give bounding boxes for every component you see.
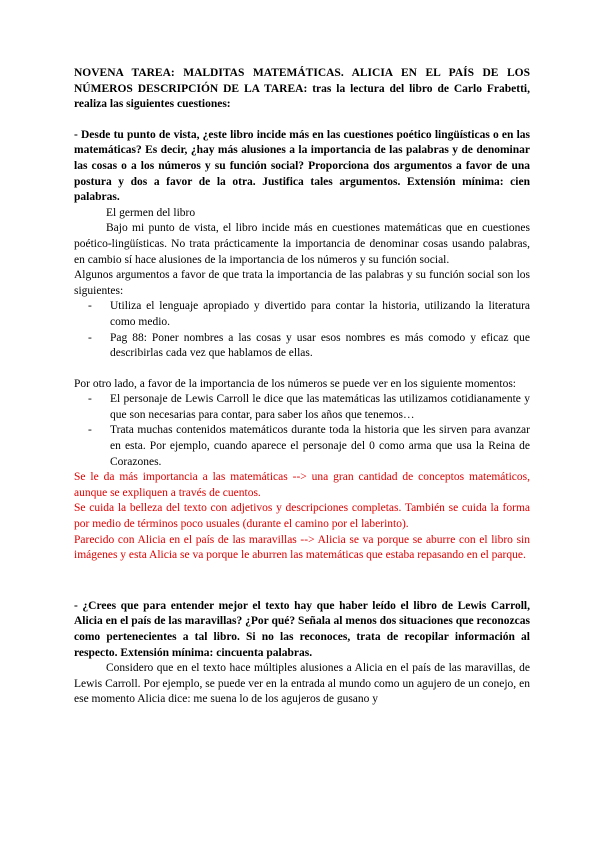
dash-bullet: - bbox=[88, 424, 92, 437]
teacher-comment-1: Se le da más importancia a las matemáticas --> una gran cantidad de conceptos matemáticos, aunque se expliquen a través de cuentos. bbox=[74, 471, 530, 499]
paragraph-2: Algunos argumentos a favor de que trata la importancia de las palabras y su función social son los siguientes: bbox=[74, 269, 530, 297]
list-item: - Utiliza el lenguaje apropiado y divertido para contar la historia, utilizando la literatura como medio. bbox=[88, 300, 530, 328]
assignment-heading: NOVENA TAREA: MALDITAS MATEMÁTICAS. ALICIA EN EL PAÍS DE LOS NÚMEROS DESCRIPCIÓN DE LA TAREA: tras la lectura del libro de Carlo Frabetti, realiza las siguientes cuestiones: bbox=[74, 67, 530, 111]
dash-bullet: - bbox=[88, 331, 92, 344]
spacer bbox=[74, 362, 530, 377]
paragraph-1: Bajo mi punto de vista, el libro incide más en cuestiones matemáticas que en cuestiones poético-lingüísticas. No trata prácticamente la importancia de denominar cosas usando palabras, en cambio sí hace alusiones de la importancia de los números y su función social. bbox=[74, 222, 530, 266]
question-1: - Desde tu punto de vista, ¿este libro incide más en las cuestiones poético lingüísticas o en las matemáticas? Es decir, ¿hay más alusiones a la importancia de las palabras y de denominar las cosas o a los números y su función social? Proporciona dos argumentos a favor de una postura y dos a favor de la otra. Justifica tales argumentos. Extensión mínima: cien palabras. bbox=[74, 128, 530, 204]
list-words-arguments bbox=[74, 299, 530, 361]
section-subtitle: El germen del libro bbox=[106, 206, 196, 219]
paragraph-3: Por otro lado, a favor de la importancia de los números se puede ver en los siguiente momentos: bbox=[74, 377, 516, 390]
teacher-comment-3: Parecido con Alicia en el país de las maravillas --> Alicia se va porque se aburre con el libro sin imágenes y esta Alicia se va porque le aburren las matemáticas que estaba repasando en el parque. bbox=[74, 533, 530, 562]
teacher-comment-2: Se cuida la belleza del texto con adjetivos y descripciones completas. También se cuida la forma por medio de términos poco usuales (durante el camino por el laberinto). bbox=[74, 502, 530, 531]
dash-bullet: - bbox=[88, 393, 92, 406]
document-page bbox=[74, 66, 530, 708]
question-2: - ¿Crees que para entender mejor el texto hay que haber leído el libro de Lewis Carroll, Alicia en el país de las maravillas? ¿Por qué? Señala al menos dos situaciones que reconozcas como pertenecientes a tal libro. Si no las reconoces, trata de recopilar información al respecto. Extensión mínima: cincuenta palabras. bbox=[74, 599, 530, 659]
spacer bbox=[74, 113, 530, 128]
dash-bullet: - bbox=[88, 300, 92, 313]
spacer bbox=[74, 564, 530, 599]
paragraph-4: Considero que en el texto hace múltiples alusiones a Alicia en el país de las maravillas, de Lewis Carroll. Por ejemplo, se puede ver en la entrada al mundo como un agujero de un conejo, en ese momento Alicia dice: me suena lo de los agujeros de gusano y bbox=[74, 662, 530, 706]
list-numbers-arguments bbox=[74, 392, 530, 470]
list-item: - Trata muchas contenidos matemáticos durante toda la historia que les sirven para avanzar en esta. Por ejemplo, cuando aparece el personaje del 0 como arma que usa la Reina de Corazones. bbox=[88, 424, 530, 468]
list-item: - Pag 88: Poner nombres a las cosas y usar esos nombres es más comodo y eficaz que describirlas cada vez que hablamos de ellas. bbox=[88, 331, 530, 360]
list-item: - El personaje de Lewis Carroll le dice que las matemáticas las utilizamos cotidianamente y que son necesarias para contar, para saber los años que tenemos… bbox=[88, 393, 530, 421]
